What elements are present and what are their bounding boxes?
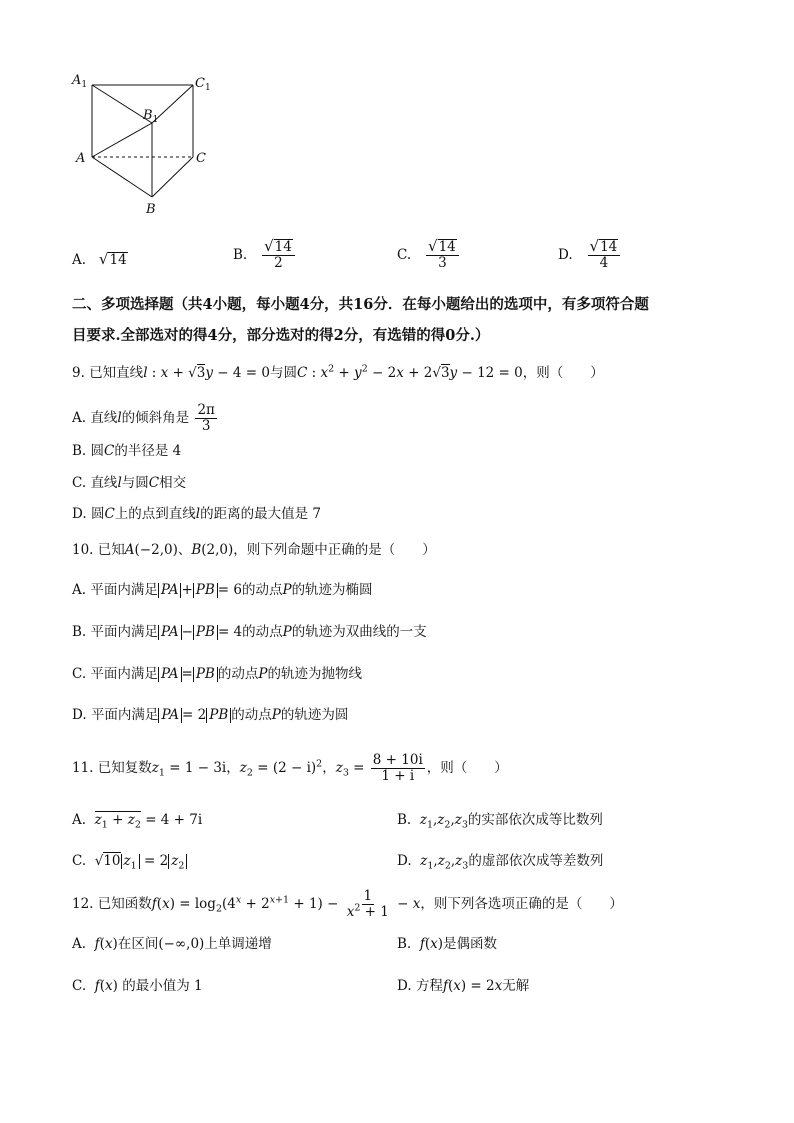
q11-option-b: B. $z_1,z_2,z_3$的实部依次成等比数列 xyxy=(397,812,603,831)
q11-option-a: A. $z_1 + z_2 = 4 + 7i$ xyxy=(72,812,203,831)
q11-option-c: C. √10 $z_1 = 2$ $z_2$ xyxy=(72,851,187,871)
q10-option-c: C. 平面内满足 PA = PB 的动点P的轨迹为抛物线 xyxy=(72,666,362,682)
q12-option-c: C. f(x) 的最小值为 1 xyxy=(72,978,203,994)
q8-option-d: D. $\frac{√14}{4}$ xyxy=(558,239,622,271)
label-c1: $C_1$ xyxy=(195,76,211,93)
q10-option-d: D. 平面内满足 PA = 2 PB 的动点P的轨迹为圆 xyxy=(72,707,349,723)
q9-option-b: B. 圆C的半径是 4 xyxy=(72,443,182,459)
q10-stem: 10. 已知A(−2,0)、B(2,0)，则下列命题中正确的是（ ） xyxy=(72,542,436,558)
label-a1: $A_1$ xyxy=(72,73,88,90)
label-a: A xyxy=(76,151,86,166)
q12-stem: 12. 已知函数$f(x) = \log_2(4^x + 2^{x+1} + 1)$ − $\frac{1}{x^2 + 1}$ − x，则下列各选项正确的是（ ） xyxy=(72,888,623,920)
label-b: B xyxy=(146,202,156,217)
q8-option-b: B. $\frac{√14}{2}$ xyxy=(233,239,297,271)
q12-option-b: B. f(x)是偶函数 xyxy=(397,936,497,952)
edge-bc xyxy=(152,157,193,197)
q12-option-a: A. f(x)在区间(−∞,0)上单调递增 xyxy=(72,936,272,952)
q12-option-d: D. 方程f(x) = 2x无解 xyxy=(397,978,530,994)
edge-ab1 xyxy=(92,123,152,157)
label-c: C xyxy=(196,151,206,166)
section-heading-line1: 二、多项选择题（共4小题，每小题4分，共16分．在每小题给出的选项中，有多项符合题 xyxy=(72,296,649,313)
q9-stem: 9. 已知直线l : x + √3y − 4 = 0与圆C : $x^2 + y^2 - 2x + 2√3y - 12 = 0$，则（ ） xyxy=(72,363,604,381)
q8-option-a: A. √14 xyxy=(72,250,127,268)
q11-stem: 11. 已知复数$z_1 = 1 - 3i$，$z_2 = (2 - i)^2$，$z_3$ = $\frac{8 + 10i}{1 + i}$ ，则（ ） xyxy=(72,752,508,784)
section-heading-line2: 目要求.全部选对的得4分，部分选对的得2分，有选错的得0分.） xyxy=(72,327,490,344)
q9-option-d: D. 圆C上的点到直线l的距离的最大值是 7 xyxy=(72,506,321,522)
q9-option-c: C. 直线l与圆C相交 xyxy=(72,475,187,491)
q8-option-c: C. $\frac{√14}{3}$ xyxy=(397,239,461,271)
prism-figure xyxy=(66,68,246,218)
label-b1: $B_1$ xyxy=(143,108,159,125)
edge-ab xyxy=(92,157,152,197)
q9-option-a: A. 直线l的倾斜角是 $\frac{2\pi}{3}$ xyxy=(72,402,215,434)
q11-option-d: D. $z_1,z_2,z_3$的虚部依次成等差数列 xyxy=(397,853,604,872)
q10-option-a: A. 平面内满足 PA + PB = 6的动点P的轨迹为椭圆 xyxy=(72,582,373,598)
q10-option-b: B. 平面内满足 PA − PB = 4的动点P的轨迹为双曲线的一支 xyxy=(72,624,427,640)
